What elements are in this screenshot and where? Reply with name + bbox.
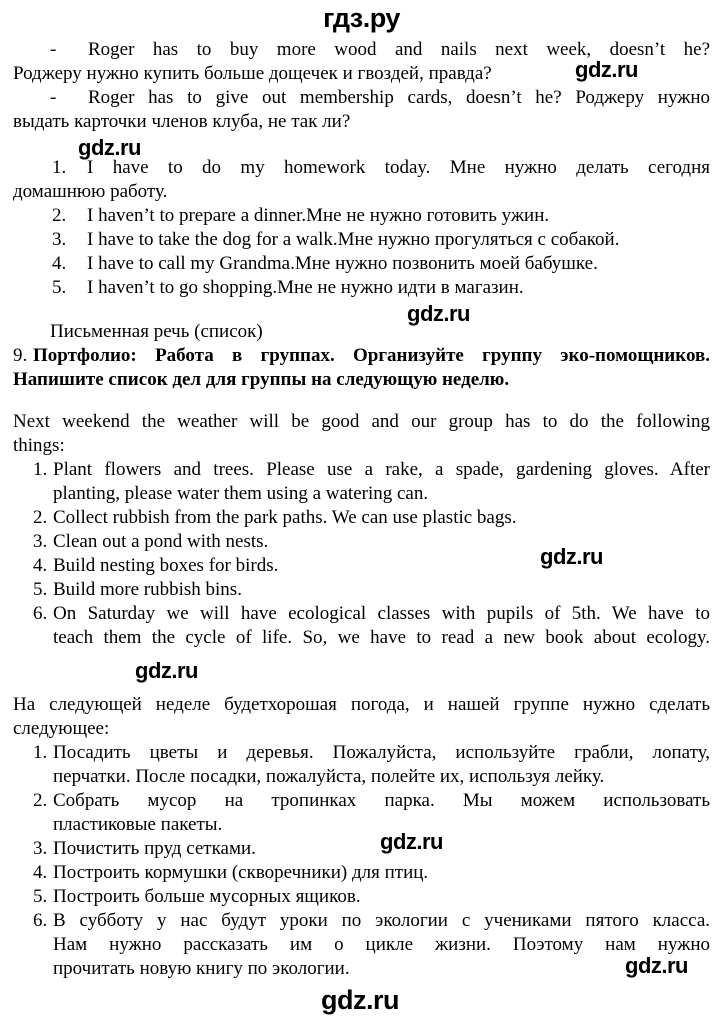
gdz-watermark: gdz.ru	[78, 135, 141, 160]
gdz-watermark: gdz.ru	[625, 953, 688, 978]
task-heading-line	[13, 344, 710, 368]
list-item-text: I haven’t to go shopping.Мне не нужно идти в магазин.	[87, 277, 524, 298]
list-item-number: 6.	[33, 603, 48, 624]
list-item-number: 5.	[52, 277, 67, 298]
dialogue-dash: -	[50, 87, 57, 108]
dialogue-text: Roger has to buy more wood and nails next week, doesn’t he?	[88, 39, 710, 60]
todo-en-item-line	[13, 554, 710, 578]
task-heading-text: Портфолио: Работа в группах. Организуйте группу эко-помощников.	[33, 345, 710, 366]
list-item-text: I haven’t to prepare a dinner.Мне не нужно готовить ужин.	[87, 205, 550, 226]
list-item-text: В субботу у нас будут уроки по экологии с учениками пятого класса.	[53, 910, 710, 931]
list-item-number: 4.	[52, 253, 67, 274]
list-item-text: Collect rubbish from the park paths. We can use plastic bags.	[53, 507, 517, 528]
intro-en-line: things:	[13, 435, 65, 456]
list-item-text: I have to call my Grandma.Мне нужно позвонить моей бабушке.	[87, 253, 598, 274]
list-item-text: Почистить пруд сетками.	[53, 838, 256, 859]
todo-ru-item-line	[13, 861, 710, 885]
list-item-number: 5.	[33, 886, 48, 907]
todo-ru-item-continuation: пластиковые пакеты.	[53, 814, 223, 835]
section-label: Письменная речь (список)	[50, 321, 263, 342]
todo-ru-item-line	[13, 885, 710, 909]
intro-ru-line: На следующей неделе будетхорошая погода, и нашей группе нужно сделать	[13, 694, 710, 715]
list-item-text: Построить больше мусорных ящиков.	[53, 886, 361, 907]
list-item-number: 4.	[33, 555, 48, 576]
list-item-number: 1.	[33, 459, 48, 480]
intro-ru-line: следующее:	[13, 718, 110, 739]
gdz-watermark: gdz.ru	[135, 658, 198, 683]
gdz-watermark: gdz.ru	[380, 829, 443, 854]
task-number: 9.	[13, 345, 28, 366]
site-logo-header: гдз.ру	[323, 3, 400, 33]
list-item-text: Build more rubbish bins.	[53, 579, 242, 600]
list-item-number: 3.	[33, 838, 48, 859]
gdz-watermark: gdz.ru	[407, 301, 470, 326]
list-item-text: Посадить цветы и деревья. Пожалуйста, используйте грабли, лопату,	[53, 742, 710, 763]
list-item-text: I have to take the dog for a walk.Мне нужно прогуляться с собакой.	[87, 229, 620, 250]
list-item-text: Build nesting boxes for birds.	[53, 555, 279, 576]
homework-item-line	[13, 276, 710, 300]
list-item-text: Clean out a pond with nests.	[53, 531, 269, 552]
list-item-number: 2.	[33, 790, 48, 811]
todo-en-item-line	[13, 530, 710, 554]
todo-ru-item-line	[13, 837, 710, 861]
list-item-text: On Saturday we will have ecological classes with pupils of 5th. We have to	[53, 603, 710, 624]
todo-ru-item-line	[13, 789, 710, 813]
list-item-number: 3.	[33, 531, 48, 552]
list-item-text: Собрать мусор на тропинках парка. Мы можем использовать	[53, 790, 710, 811]
list-item-number: 6.	[33, 910, 48, 931]
todo-en-item-line	[13, 578, 710, 602]
gdz-watermark: gdz.ru	[575, 57, 638, 82]
homework-item-line	[13, 204, 710, 228]
dialogue-text: Roger has to give out membership cards, doesn’t he? Роджеру нужно	[88, 87, 710, 108]
list-item-number: 3.	[52, 229, 67, 250]
list-item-text: Построить кормушки (скворечники) для птиц.	[53, 862, 429, 883]
todo-en-item-line	[13, 506, 710, 530]
list-item-number: 1.	[33, 742, 48, 763]
gdz-watermark: gdz.ru	[540, 544, 603, 569]
todo-ru-item-continuation: прочитать новую книгу по экологии.	[53, 958, 350, 979]
dialogue-translation-line: выдать карточки членов клуба, не так ли?	[13, 111, 351, 132]
list-item-number: 5.	[33, 579, 48, 600]
todo-ru-item-continuation: перчатки. После посадки, пожалуйста, полейте их, используя лейку.	[53, 766, 605, 787]
homework-item-continuation: домашнюю работу.	[13, 181, 168, 202]
site-logo-footer: gdz.ru	[321, 985, 399, 1015]
intro-en-line: Next weekend the weather will be good and our group has to do the following	[13, 411, 710, 432]
todo-en-item-continuation: planting, please water them using a watering can.	[53, 483, 429, 504]
dialogue-dash: -	[50, 39, 57, 60]
list-item-number: 1.	[52, 157, 67, 178]
list-item-number: 4.	[33, 862, 48, 883]
todo-ru-item-line	[13, 741, 710, 765]
todo-ru-item-continuation: Нам нужно рассказать им о цикле жизни. Поэтому нам нужно	[53, 934, 710, 955]
homework-item-line	[13, 228, 710, 252]
todo-en-item-continuation: teach them the cycle of life. So, we have to read a new book about ecology.	[53, 627, 710, 648]
task-heading-line: Напишите список дел для группы на следующую неделю.	[13, 369, 510, 390]
homework-item-line	[13, 252, 710, 276]
list-item-number: 2.	[52, 205, 67, 226]
dialogue-line	[13, 86, 710, 110]
todo-ru-item-line	[13, 909, 710, 933]
dialogue-translation-line: Роджеру нужно купить больше дощечек и гвоздей, правда?	[13, 63, 492, 84]
todo-en-item-line	[13, 602, 710, 626]
list-item-text: Plant flowers and trees. Please use a rake, a spade, gardening gloves. After	[53, 459, 710, 480]
todo-en-item-line	[13, 458, 710, 482]
list-item-number: 2.	[33, 507, 48, 528]
list-item-text: I have to do my homework today. Мне нужно делать сегодня	[87, 157, 710, 178]
